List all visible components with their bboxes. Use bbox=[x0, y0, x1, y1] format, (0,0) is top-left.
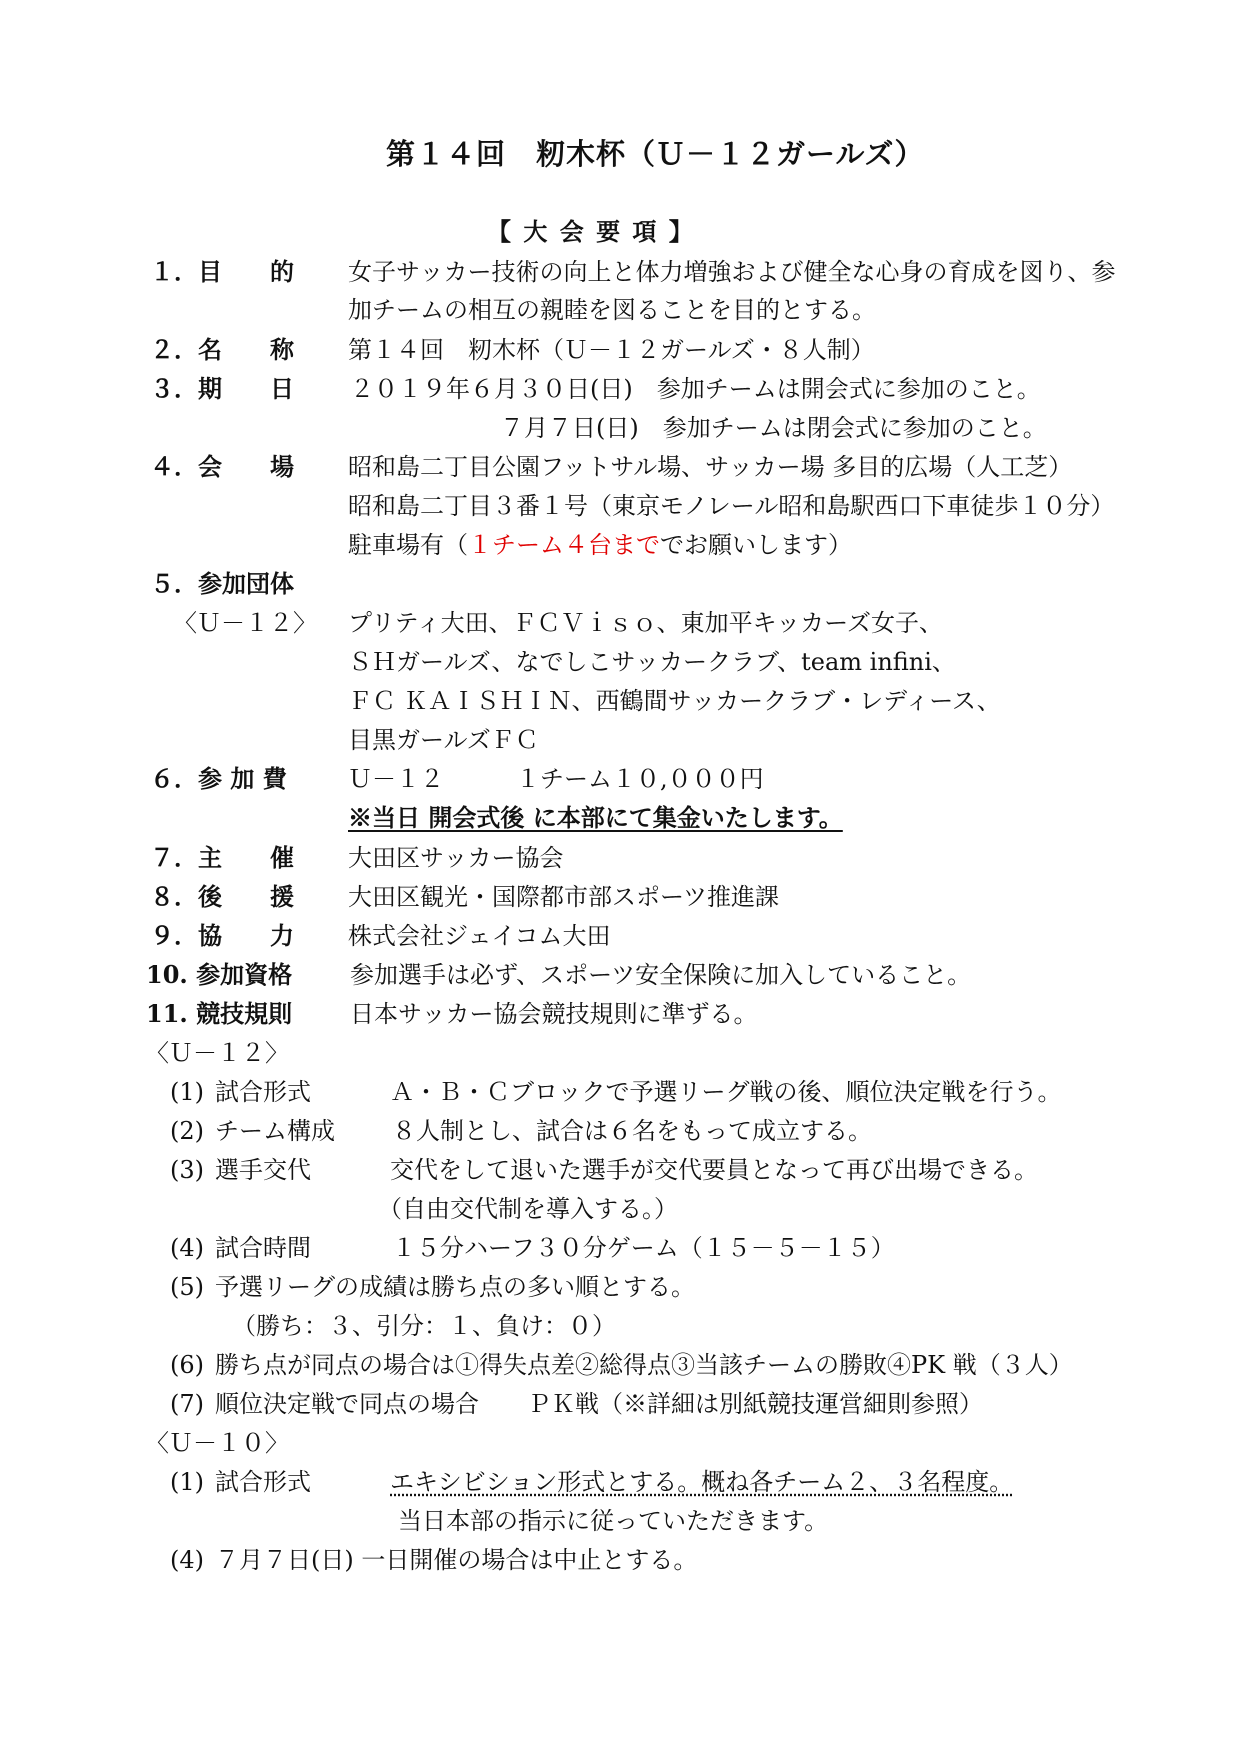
u12-rule-2-num: (2) bbox=[170, 1117, 204, 1145]
section-3-text-1: ２０１９年６月３０日(日) 参加チームは開会式に参加のこと。 bbox=[350, 375, 1041, 403]
section-6-label: ６．参 加 費 bbox=[150, 764, 287, 793]
u12-rule-4-text: １５分ハーフ３０分ゲーム（１５－５－１５） bbox=[392, 1234, 895, 1262]
u12-rule-4-num: (4) bbox=[170, 1234, 204, 1262]
section-7-text: 大田区サッカー協会 bbox=[348, 844, 564, 872]
u10-rule-4-text: ７月７日(日) 一日開催の場合は中止とする。 bbox=[215, 1546, 698, 1574]
section-6-text-1: Ｕ－１２ １チーム１０,０００円 bbox=[348, 765, 764, 793]
section-1-label: １．目 的 bbox=[150, 257, 294, 286]
section-6-text-2: ※当日 開会式後 に本部にて集金いたします。 bbox=[348, 803, 843, 832]
u10-rule-1-text-2: 当日本部の指示に従っていただきます。 bbox=[398, 1507, 829, 1535]
section-5-text-1: プリティ大田、ＦＣＶｉｓｏ、東加平キッカーズ女子、 bbox=[348, 609, 943, 637]
parking-limit: １チーム４台まで bbox=[468, 531, 660, 559]
section-8-label: ８．後 援 bbox=[150, 882, 294, 911]
section-4-label: ４．会 場 bbox=[150, 452, 294, 481]
u12-rule-6-text: 勝ち点が同点の場合は①得失点差②総得点③当該チームの勝敗④PK 戦（３人） bbox=[215, 1351, 1073, 1379]
u12-rule-2-label: チーム構成 bbox=[215, 1117, 335, 1145]
u12-rule-5-text-2: （勝ち：３、引分：１、負け：０） bbox=[232, 1312, 616, 1340]
u12-rule-1-num: (1) bbox=[170, 1078, 204, 1106]
section-11-text: 日本サッカー協会競技規則に準ずる。 bbox=[350, 1000, 758, 1028]
page-title: 第１４回 籾木杯（Ｕ－１２ガールズ） bbox=[386, 137, 925, 171]
section-1-text-2: 加チームの相互の親睦を図ることを目的とする。 bbox=[348, 296, 876, 324]
u12-header: 〈Ｕ－１２〉 bbox=[145, 1039, 289, 1067]
u12-rule-3-text-2: （自由交代制を導入する。） bbox=[378, 1195, 678, 1223]
section-7-label: ７．主 催 bbox=[150, 843, 294, 872]
u12-rule-3-text: 交代をして退いた選手が交代要員となって再び出場できる。 bbox=[390, 1156, 1038, 1184]
u12-rule-5-text: 予選リーグの成績は勝ち点の多い順とする。 bbox=[215, 1273, 695, 1301]
u12-rule-7-num: (7) bbox=[170, 1390, 204, 1418]
section-5-text-4: 目黒ガールズＦＣ bbox=[348, 726, 539, 754]
section-11-label: 11. 競技規則 bbox=[146, 999, 293, 1028]
u12-rule-5-num: (5) bbox=[170, 1273, 204, 1301]
section-8-text: 大田区観光・国際都市部スポーツ推進課 bbox=[348, 883, 780, 911]
section-2-label: ２．名 称 bbox=[150, 335, 294, 364]
section-4-text-3 bbox=[348, 529, 852, 561]
u12-rule-3-num: (3) bbox=[170, 1156, 204, 1184]
u12-rule-2-text: ８人制とし、試合は６名をもって成立する。 bbox=[392, 1117, 872, 1145]
u10-rule-1-label: 試合形式 bbox=[215, 1468, 311, 1496]
section-9-label: ９．協 力 bbox=[150, 921, 294, 950]
section-5-text-3: ＦＣ ＫＡＩＳＨＩＮ、西鶴間サッカークラブ・レディース、 bbox=[348, 687, 1001, 715]
u12-rule-7-text: 順位決定戦で同点の場合 ＰＫ戦（※詳細は別紙競技運営細則参照） bbox=[215, 1390, 983, 1418]
section-1-text-1: 女子サッカー技術の向上と体力増強および健全な心身の育成を図り、参 bbox=[348, 258, 1116, 286]
section-heading: 【 大 会 要 項 】 bbox=[487, 217, 695, 246]
section-5-sub-label: 〈Ｕ－１２〉 bbox=[173, 609, 317, 637]
section-4-text-2: 昭和島二丁目３番１号（東京モノレール昭和島駅西口下車徒歩１０分） bbox=[348, 492, 1115, 520]
parking-note-post: でお願いします） bbox=[660, 531, 852, 559]
section-9-text: 株式会社ジェイコム大田 bbox=[348, 922, 611, 950]
u12-rule-3-label: 選手交代 bbox=[215, 1156, 311, 1184]
u12-rule-4-label: 試合時間 bbox=[215, 1234, 311, 1262]
section-5-label: ５．参加団体 bbox=[150, 569, 294, 598]
section-3-text-2: ７月７日(日) 参加チームは閉会式に参加のこと。 bbox=[500, 414, 1047, 442]
section-10-label: 10. 参加資格 bbox=[146, 960, 293, 989]
u10-header: 〈Ｕ－１０〉 bbox=[145, 1429, 289, 1457]
u10-rule-1-text: エキシビション形式とする。概ね各チーム２、３名程度。 bbox=[390, 1468, 1014, 1496]
section-10-text: 参加選手は必ず、スポーツ安全保険に加入していること。 bbox=[350, 961, 972, 989]
parking-note-pre: 駐車場有（ bbox=[348, 531, 468, 559]
u12-rule-1-label: 試合形式 bbox=[215, 1078, 311, 1106]
section-3-label: ３．期 日 bbox=[150, 374, 294, 403]
section-5-text-2: ＳＨガールズ、なでしこサッカークラブ、team infini、 bbox=[348, 648, 956, 676]
u12-rule-6-num: (6) bbox=[170, 1351, 204, 1379]
section-2-text: 第１４回 籾木杯（Ｕ－１２ガールズ・８人制） bbox=[348, 336, 875, 364]
section-4-text-1: 昭和島二丁目公園フットサル場、サッカー場 多目的広場（人工芝） bbox=[348, 453, 1073, 481]
u10-rule-1-num: (1) bbox=[170, 1468, 204, 1496]
u10-rule-4-num: (4) bbox=[170, 1546, 204, 1574]
u12-rule-1-text: Ａ・Ｂ・Ｃブロックで予選リーグ戦の後、順位決定戦を行う。 bbox=[390, 1078, 1062, 1106]
